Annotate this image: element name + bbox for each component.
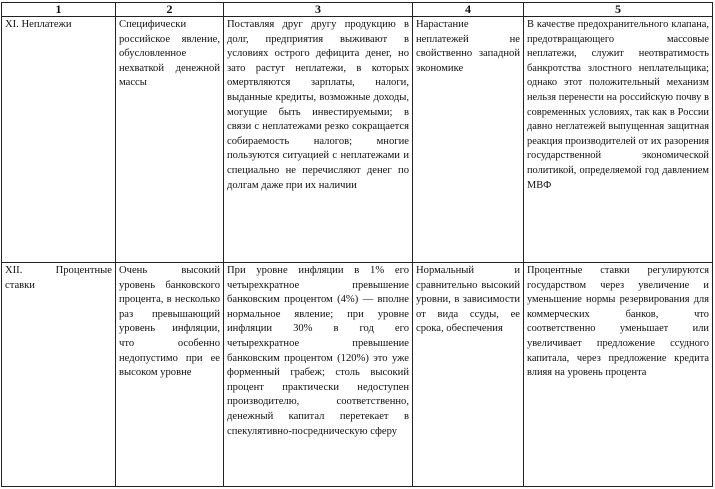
- remedy-cell: В качестве предохранительного клапана, предотвращающего массовые неплатежи, служит неотвратимость банкротства злостного неплательщика; однако этот положительный механизм нельзя перенести на российскую почву в современных условиях, так как в России давно неглатежей выпущенная защитная реакция производителей от их разорения государственной экономической политикой, определяемой год давлением МВФ: [524, 17, 713, 263]
- consequence-cell: Поставляя друг другу продукцию в долг, предприятия выживают в условиях острого дефицита денег, но зато растут неплатежи, в которых омертвляются зарплаты, налоги, выданные кредиты, возможные доходы, могущие быть инвестируемыми; в связи с неплатежами резко сокращается собираемость налогов; многие пользуются ситуацией с неплатежами и специально не перечисляют денег по долгам даже при их наличии: [224, 17, 413, 263]
- consequence-cell: При уровне инфляции в 1% его четырехкратное превышение банковским процентом (4%) — вполне нормальное явление; при уровне инфляции 30% в год его четырехкратное превышение банковским процентом (120%) это уже форменный грабеж; столь высокий процент практически недоступен производителю, соответственно, денежный капитал перетекает в спекулятивно-посредническую сферу: [224, 263, 413, 487]
- western-practice-cell: Нормальный и сравнительно высокий уровни, в зависимости от вида ссуды, ее срока, обеспечения: [413, 263, 524, 487]
- table-row: [2, 263, 713, 487]
- header-col-5: 5: [524, 3, 713, 17]
- russian-feature-cell: Специфически российское явление, обусловленное нехваткой денежной массы: [116, 17, 224, 263]
- remedy-cell: Процентные ставки регулируются государством через увеличение и уменьшение нормы резервирования для коммерческих банков, что соответственно уменьшает или увеличивает предложение ссудного капитала, через предложение кредита влияя на уровень процента: [524, 263, 713, 487]
- header-col-4: 4: [413, 3, 524, 17]
- header-col-1: 1: [2, 3, 116, 17]
- row-title-cell: XII. Процентные ставки: [2, 263, 116, 487]
- header-row: [2, 3, 713, 17]
- comparison-table: [1, 2, 713, 487]
- western-practice-cell: Нарастание неплатежей не свойственно западной экономике: [413, 17, 524, 263]
- header-col-3: 3: [224, 3, 413, 17]
- russian-feature-cell: Очень высокий уровень банковского процента, в несколько раз превышающий уровень инфляции, что особенно недопустимо при ее высоком уровне: [116, 263, 224, 487]
- row-title-cell: XI. Неплатежи: [2, 17, 116, 263]
- table-row: [2, 17, 713, 263]
- header-col-2: 2: [116, 3, 224, 17]
